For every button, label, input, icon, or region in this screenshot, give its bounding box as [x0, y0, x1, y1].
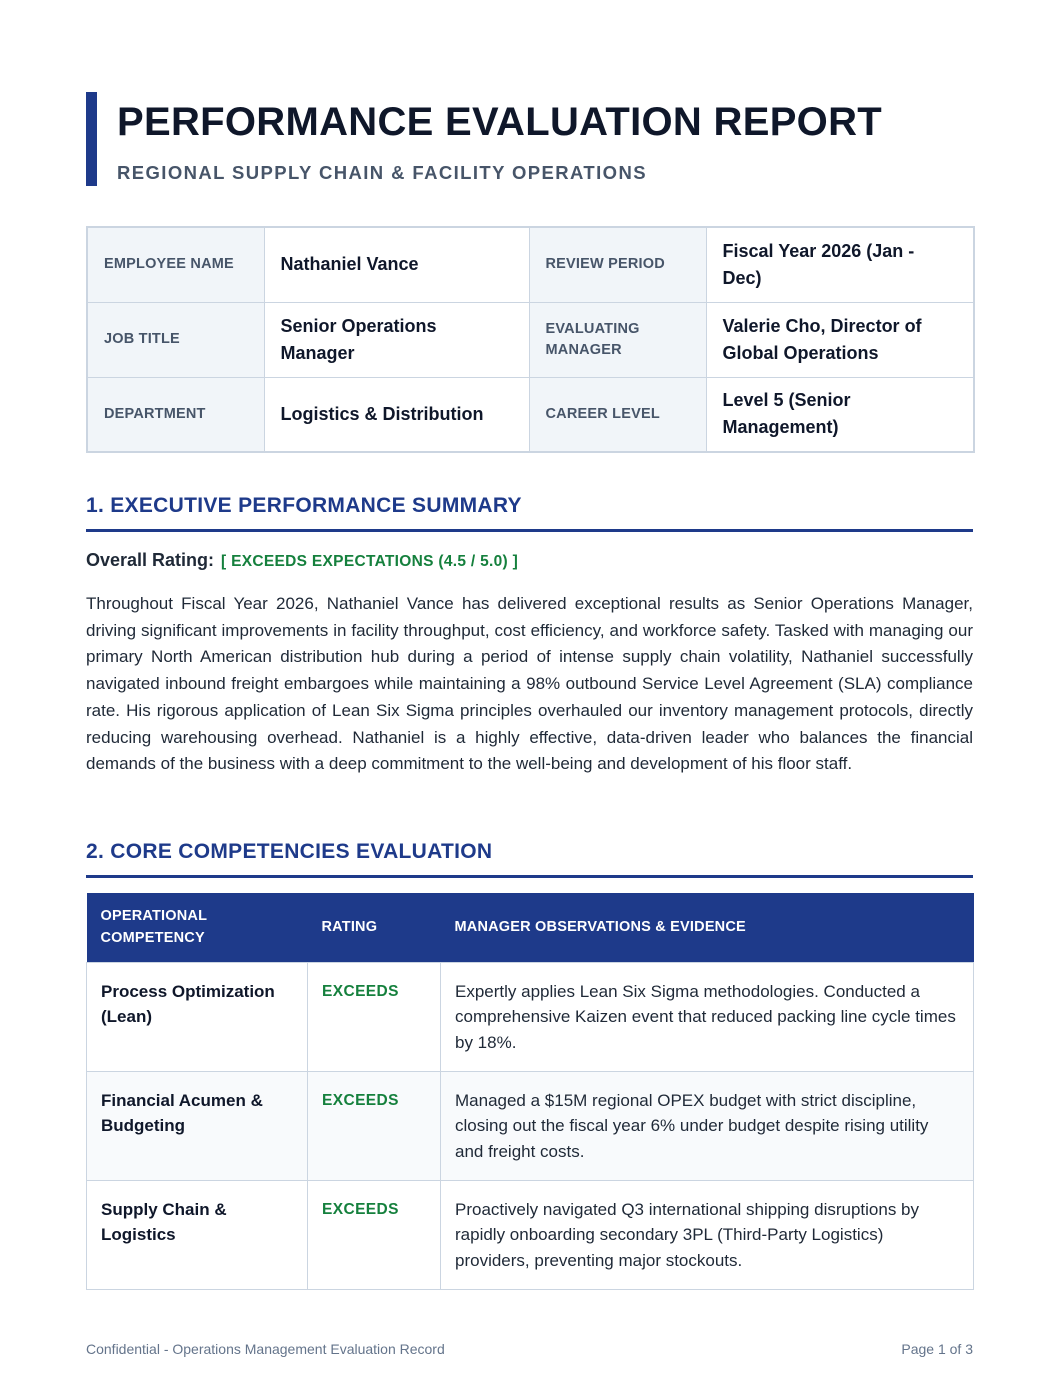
- competencies-table: [86, 893, 974, 1290]
- employee-name-value: Nathaniel Vance: [264, 227, 529, 302]
- competency-rating: EXCEEDS: [308, 1180, 441, 1289]
- table-header-row: [87, 893, 974, 962]
- section-heading-competencies: 2. CORE COMPETENCIES EVALUATION: [86, 840, 973, 878]
- competency-observation: Expertly applies Lean Six Sigma methodologies. Conducted a comprehensive Kaizen event that reduced packing line cycle times by 18%.: [441, 962, 974, 1071]
- competency-rating: EXCEEDS: [308, 1071, 441, 1180]
- job-title-value: Senior Operations Manager: [264, 302, 529, 377]
- career-level-value: Level 5 (Senior Management): [706, 377, 974, 452]
- table-row: [87, 1071, 974, 1180]
- column-header-competency: OPERATIONAL COMPETENCY: [87, 893, 308, 962]
- job-title-label: JOB TITLE: [87, 302, 264, 377]
- evaluating-manager-value: Valerie Cho, Director of Global Operations: [706, 302, 974, 377]
- competency-observation: Managed a $15M regional OPEX budget with strict discipline, closing out the fiscal year 6% under budget despite rising utility and freight costs.: [441, 1071, 974, 1180]
- department-label: DEPARTMENT: [87, 377, 264, 452]
- report-header: [86, 92, 973, 186]
- employee-info-table: [86, 226, 975, 453]
- career-level-label: CAREER LEVEL: [529, 377, 706, 452]
- info-row: [87, 377, 974, 452]
- footer-confidential-note: Confidential - Operations Management Evaluation Record: [86, 1341, 445, 1357]
- info-row: [87, 227, 974, 302]
- overall-rating: [86, 550, 518, 571]
- employee-name-label: EMPLOYEE NAME: [87, 227, 264, 302]
- column-header-rating: RATING: [308, 893, 441, 962]
- overall-rating-value: [ EXCEEDS EXPECTATIONS (4.5 / 5.0) ]: [221, 553, 519, 570]
- executive-summary-text: Throughout Fiscal Year 2026, Nathaniel Vance has delivered exceptional results as Senior Operations Manager, driving significant improvements in facility throughput, cost efficiency, and workforce safety. Tasked with managing our primary North American distribution hub during a period of intense supply chain volatility, Nathaniel successfully navigated inbound freight embargoes while maintaining a 98% outbound Service Level Agreement (SLA) compliance rate. His rigorous application of Lean Six Sigma principles overhauled our inventory management protocols, directly reducing warehousing overhead. Nathaniel is a highly effective, data-driven leader who balances the financial demands of the business with a deep commitment to the well-being and development of his floor staff.: [86, 594, 973, 774]
- review-period-label: REVIEW PERIOD: [529, 227, 706, 302]
- overall-rating-label: Overall Rating:: [86, 550, 215, 570]
- table-row: [87, 1180, 974, 1289]
- department-value: Logistics & Distribution: [264, 377, 529, 452]
- section-heading-summary: 1. EXECUTIVE PERFORMANCE SUMMARY: [86, 494, 973, 532]
- competency-name: Supply Chain & Logistics: [87, 1180, 308, 1289]
- evaluating-manager-label: EVALUATING MANAGER: [529, 302, 706, 377]
- info-row: [87, 302, 974, 377]
- competency-rating: EXCEEDS: [308, 962, 441, 1071]
- review-period-value: Fiscal Year 2026 (Jan - Dec): [706, 227, 974, 302]
- competency-name: Process Optimization (Lean): [87, 962, 308, 1071]
- competency-observation: Proactively navigated Q3 international shipping disruptions by rapidly onboarding secondary 3PL (Third-Party Logistics) providers, preventing major stockouts.: [441, 1180, 974, 1289]
- report-title: PERFORMANCE EVALUATION REPORT: [117, 100, 883, 144]
- table-row: [87, 962, 974, 1071]
- competency-name: Financial Acumen & Budgeting: [87, 1071, 308, 1180]
- column-header-observations: MANAGER OBSERVATIONS & EVIDENCE: [441, 893, 974, 962]
- footer-page-number: Page 1 of 3: [901, 1341, 973, 1357]
- report-subtitle: REGIONAL SUPPLY CHAIN & FACILITY OPERATIONS: [117, 162, 647, 183]
